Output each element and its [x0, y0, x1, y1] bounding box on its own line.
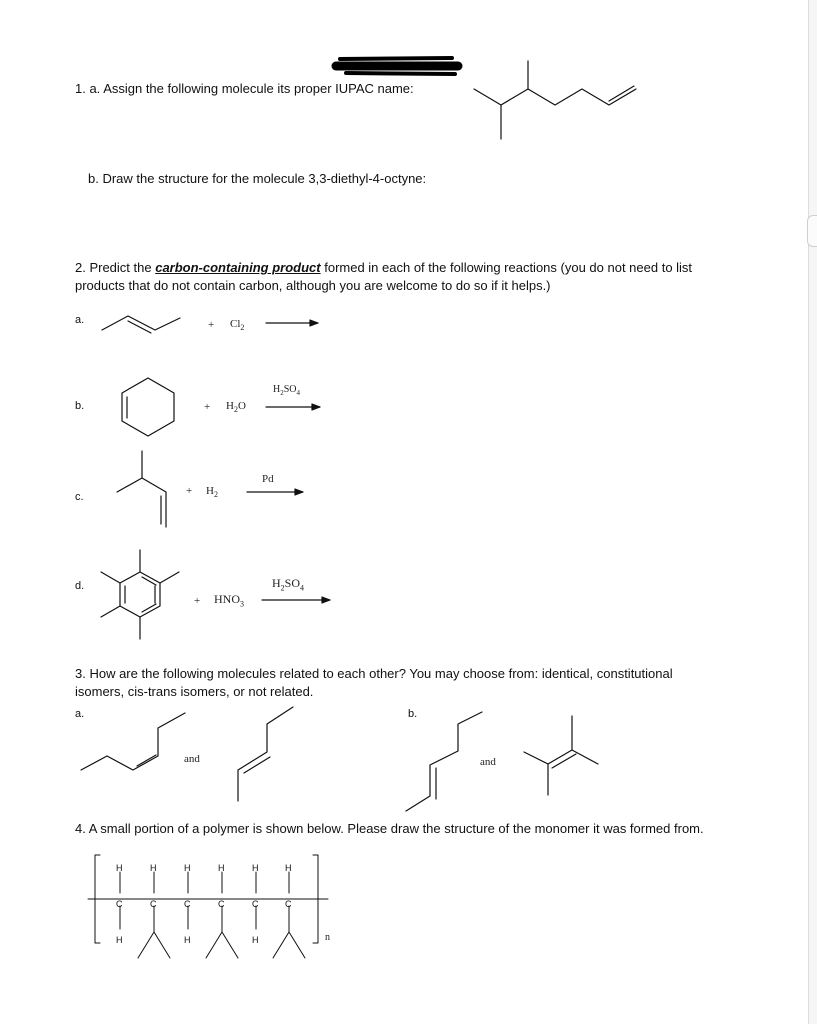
q2c-reagent: $H_2$: [206, 485, 218, 500]
polymer-c-1: C: [116, 895, 123, 913]
polymer-h-bottom-2: H: [184, 935, 191, 945]
q1a-prompt: 1. a. Assign the following molecule its proper IUPAC name:: [75, 81, 414, 96]
q3-prompt: 3. How are the following molecules related to each other? You may choose from: identical, constitutional: [75, 666, 673, 681]
polymer-h-top-6: H: [285, 863, 292, 873]
q2a-label: a.: [75, 314, 85, 326]
polymer-h-top-5: H: [252, 863, 259, 873]
page-scroll-edge: [808, 0, 817, 1024]
q1a-molecule: [474, 61, 636, 139]
polymer-h-top-3: H: [184, 863, 191, 873]
polymer-h-top-4: H: [218, 863, 225, 873]
q2a-plus: +: [208, 319, 215, 331]
q3b-molecule-2: [524, 716, 598, 795]
q3b-and: and: [480, 756, 496, 768]
polymer-c-3: C: [184, 895, 191, 913]
q2b-cyclohexene: [122, 378, 174, 436]
q3a-and: and: [184, 753, 200, 765]
q2-prompt-end: formed in each of the following reactions (you do not need to list: [320, 260, 693, 275]
polymer-repeat-n: n: [325, 932, 330, 943]
q3b-molecule-1: [406, 712, 482, 811]
polymer-h-bottom-1: H: [116, 935, 123, 945]
polymer-c-6: C: [285, 895, 292, 913]
q2b-plus: +: [204, 401, 211, 413]
q2c-reaction-arrow: [247, 489, 303, 495]
q2a-reagent: $Cl_2$: [230, 318, 245, 333]
q2d-catalyst: $H_2SO_4$: [272, 576, 305, 593]
polymer-h-top-1: H: [116, 863, 123, 873]
q2c-plus: +: [186, 485, 193, 497]
q3a-label: a.: [75, 708, 85, 720]
q2-prompt-start: 2. Predict the: [75, 260, 156, 275]
q4-polymer: [88, 855, 328, 958]
polymer-h-top-2: H: [150, 863, 157, 873]
q4-prompt: 4. A small portion of a polymer is shown below. Please draw the structure of the monomer it was formed from.: [75, 821, 704, 836]
q2d-reagent: $HNO_3$: [214, 592, 244, 609]
q1b-prompt: b. Draw the structure for the molecule 3,3-diethyl-4-octyne:: [88, 171, 427, 186]
q2a-reaction-arrow: [266, 320, 318, 326]
q2-emphasis: carbon-containing product: [155, 260, 321, 275]
q2-prompt-line2: products that do not contain carbon, although you are welcome to do so if it helps.): [75, 278, 551, 293]
q3a-molecule-2: [238, 707, 293, 801]
q3-prompt-line2: isomers, cis-trans isomers, or not related.: [75, 684, 314, 699]
q2d-reaction-arrow: [262, 597, 330, 603]
redaction-mark: [336, 58, 458, 74]
polymer-c-4: C: [218, 895, 225, 913]
q2d-arene: [101, 550, 179, 639]
polymer-c-5: C: [252, 895, 259, 913]
q2c-label: c.: [75, 491, 84, 503]
q2a-alkene: [102, 316, 180, 333]
side-tab[interactable]: [807, 215, 817, 247]
q2b-reaction-arrow: [266, 404, 320, 410]
q2c-catalyst: Pd: [262, 473, 274, 485]
q3b-label: b.: [408, 708, 418, 720]
polymer-h-bottom-3: H: [252, 935, 259, 945]
q2c-alkene: [117, 451, 166, 527]
q2b-label: b.: [75, 400, 85, 412]
q2b-reagent: $H_2O$: [226, 400, 246, 415]
q2d-plus: +: [194, 595, 201, 607]
polymer-c-2: C: [150, 895, 157, 913]
q3a-molecule-1: [81, 713, 185, 770]
q2b-catalyst: $H_2SO_4$: [273, 384, 301, 397]
q2d-label: d.: [75, 580, 85, 592]
